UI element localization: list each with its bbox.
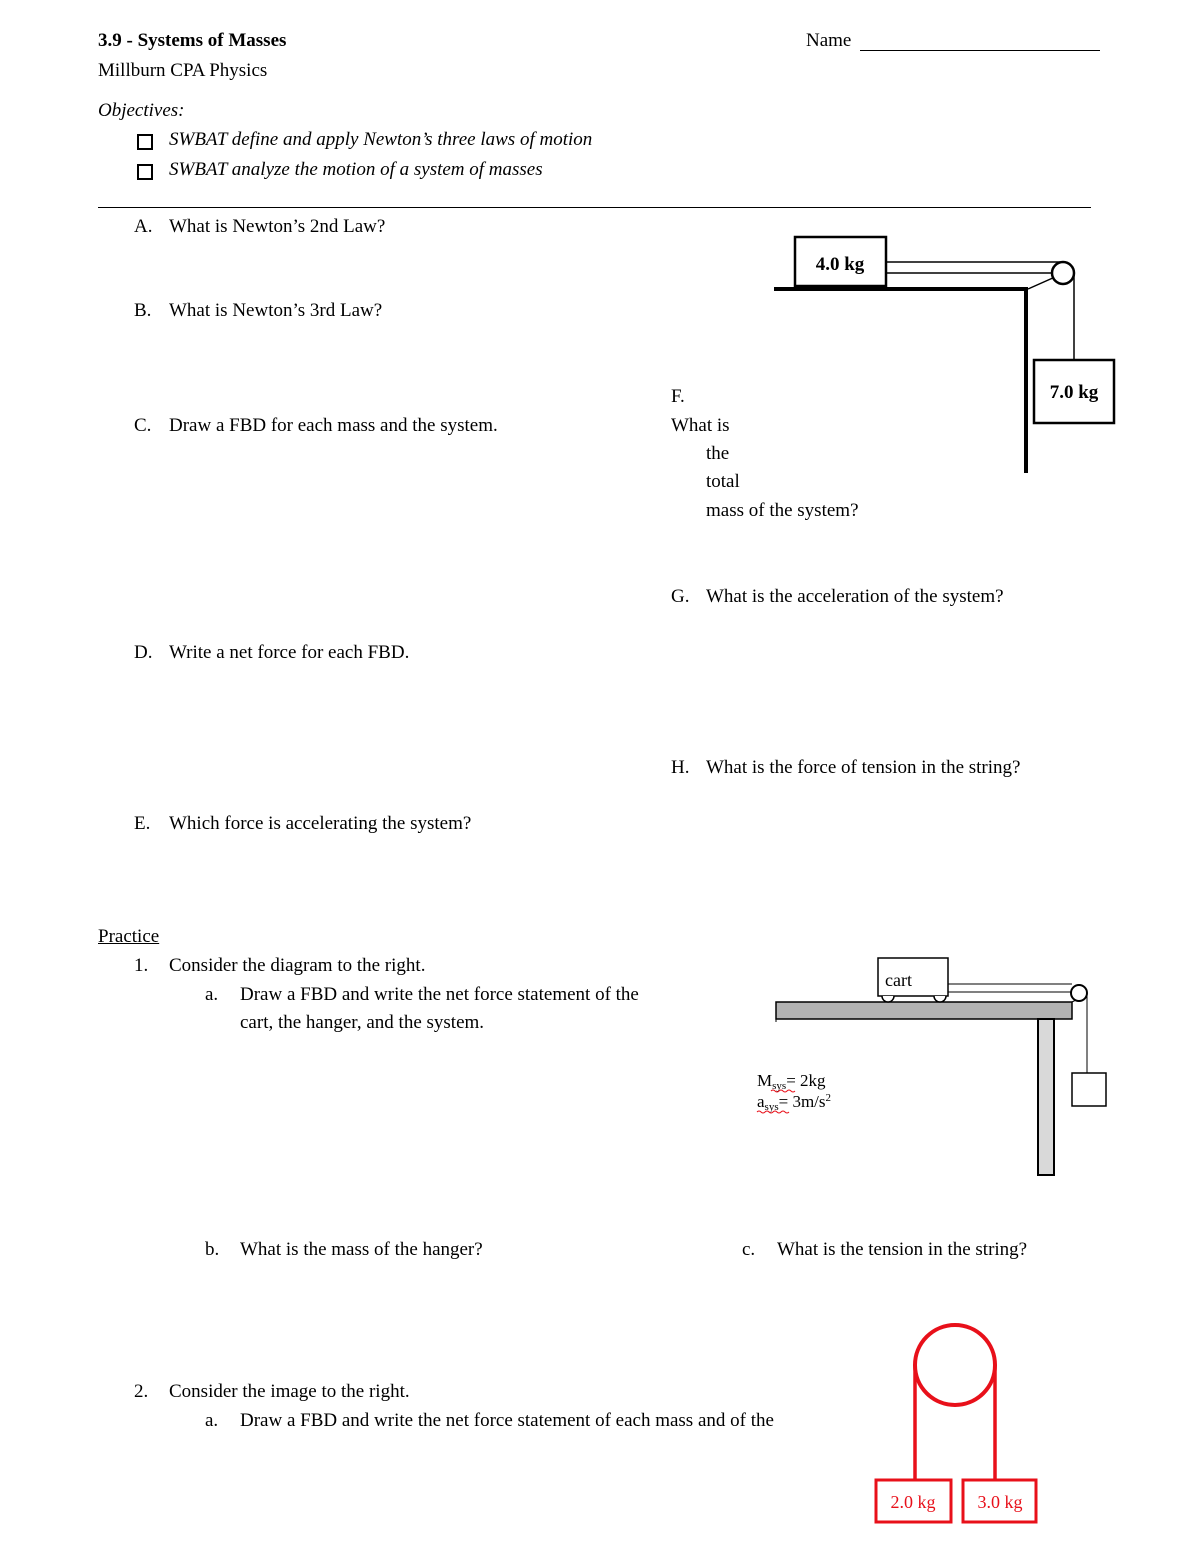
a-sys-label [757, 1092, 831, 1113]
question-e-letter: E. [134, 813, 151, 834]
question-g: What is the acceleration of the system? [706, 586, 1004, 607]
name-field[interactable] [860, 50, 1100, 51]
question-a: What is Newton’s 2nd Law? [169, 216, 386, 237]
worksheet-title: 3.9 - Systems of Masses [98, 30, 287, 51]
question-c: Draw a FBD for each mass and the system. [169, 415, 498, 436]
question-f-letter: F. [671, 386, 685, 407]
table-leg [1038, 1019, 1054, 1175]
name-label: Name [806, 30, 852, 51]
practice-1-number: 1. [134, 955, 149, 976]
practice-1a-line2: cart, the hanger, and the system. [240, 1012, 485, 1033]
mass-right-label: 3.0 kg [977, 1492, 1023, 1512]
practice-heading: Practice [98, 926, 160, 947]
question-f-line4: mass of the system? [706, 500, 859, 521]
m-sys-symbol: M [757, 1071, 773, 1090]
question-f-line1: What is [671, 415, 730, 436]
m-sys-subscript: sys [772, 1080, 787, 1092]
question-a-letter: A. [134, 216, 153, 237]
system-values [757, 1071, 831, 1113]
mass-hanging-label: 7.0 kg [1049, 382, 1099, 403]
practice-1b-letter: b. [205, 1239, 220, 1260]
question-h-letter: H. [671, 757, 690, 778]
m-sys-value: = 2kg [786, 1071, 826, 1090]
practice-1c: What is the tension in the string? [777, 1239, 1028, 1260]
a-sys-symbol: a [757, 1092, 765, 1111]
question-d-letter: D. [134, 642, 153, 663]
m-sys-label [757, 1071, 826, 1092]
question-b: What is Newton’s 3rd Law? [169, 300, 383, 321]
a-sys-value: = 3m/s [778, 1092, 826, 1111]
practice-1a-letter: a. [205, 984, 219, 1005]
mass-left-label: 2.0 kg [890, 1492, 936, 1512]
practice-1c-letter: c. [742, 1239, 756, 1260]
question-b-letter: B. [134, 300, 152, 321]
practice-2-prompt: Consider the image to the right. [169, 1381, 410, 1402]
section-divider [98, 207, 1091, 208]
question-g-letter: G. [671, 586, 690, 607]
objective-checkbox-2[interactable] [137, 164, 153, 180]
question-d: Write a net force for each FBD. [169, 642, 410, 663]
objective-1: SWBAT define and apply Newton’s three laws of motion [169, 129, 593, 150]
question-h: What is the force of tension in the string? [706, 757, 1021, 778]
pulley-bracket [1028, 277, 1055, 289]
pulley-wheel [1071, 985, 1087, 1001]
cart-label: cart [885, 970, 912, 990]
cart-wheel-left [882, 996, 894, 1002]
table-top [776, 1002, 1072, 1019]
objective-2: SWBAT analyze the motion of a system of masses [169, 159, 543, 180]
pulley-wheel [1052, 262, 1074, 284]
practice-2a-letter: a. [205, 1410, 219, 1431]
pulley-table-diagram [760, 225, 1130, 485]
a-sys-subscript: sys [764, 1101, 779, 1113]
cart-wheel-right [934, 996, 946, 1002]
practice-2-number: 2. [134, 1381, 149, 1402]
atwood-machine [876, 1325, 1036, 1522]
hanger-mass [1072, 1073, 1106, 1106]
course-name: Millburn CPA Physics [98, 60, 268, 81]
a-sys-exponent: 2 [825, 1092, 832, 1104]
objective-checkbox-1[interactable] [137, 134, 153, 150]
practice-1a-line1: Draw a FBD and write the net force statement of the [240, 984, 639, 1005]
question-c-letter: C. [134, 415, 152, 436]
question-e: Which force is accelerating the system? [169, 813, 472, 834]
mass-top-label: 4.0 kg [815, 254, 865, 275]
practice-2a-line1: Draw a FBD and write the net force statement of each mass and of the [240, 1410, 774, 1431]
objectives-heading: Objectives: [98, 100, 185, 121]
red-pulley-wheel [915, 1325, 995, 1405]
question-f-line2: the [706, 443, 730, 464]
atwood-machine-diagram [860, 1315, 1050, 1540]
cart-pulley-diagram [757, 950, 1120, 1185]
practice-1b: What is the mass of the hanger? [240, 1239, 483, 1260]
practice-1-prompt: Consider the diagram to the right. [169, 955, 426, 976]
question-f-line3: total [706, 471, 740, 492]
